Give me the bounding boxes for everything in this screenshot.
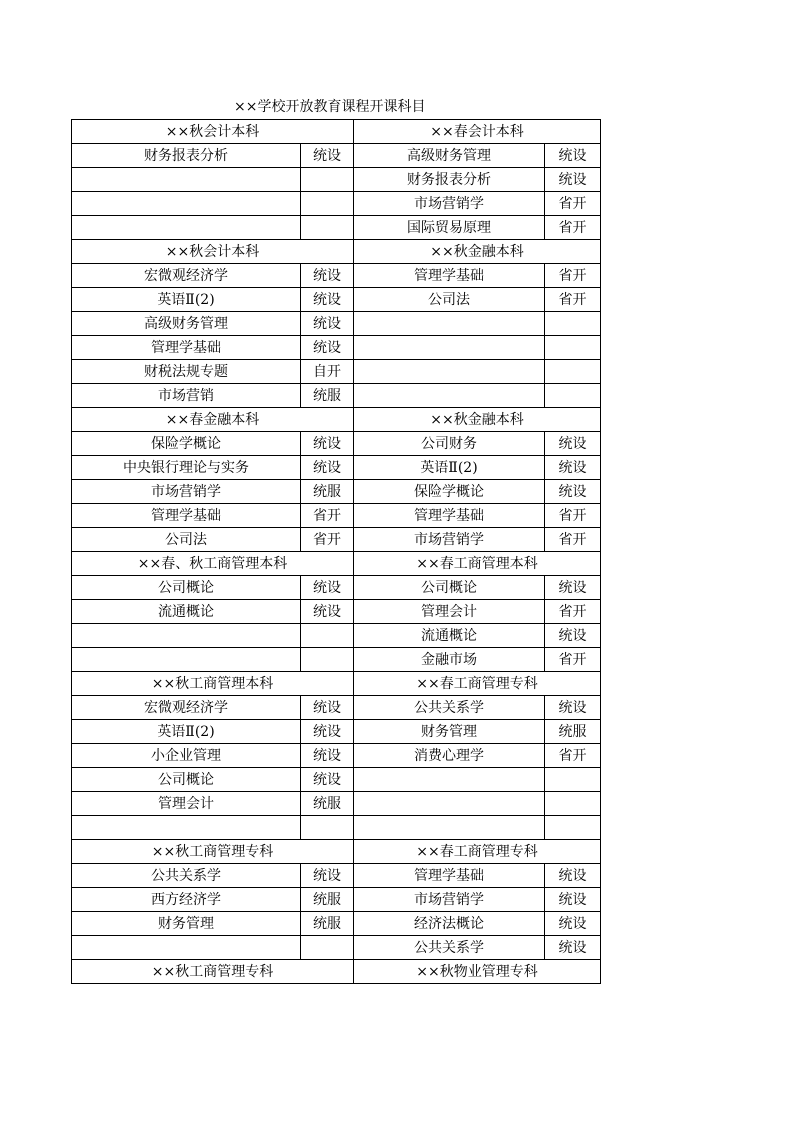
course-type-right: 统设 (545, 168, 601, 192)
course-name-left: 英语Ⅱ(2) (72, 720, 301, 744)
course-type-left: 统设 (301, 288, 354, 312)
course-name-right (354, 792, 545, 816)
course-name-right: 公司法 (354, 288, 545, 312)
course-name-right (354, 336, 545, 360)
course-name-right: 消费心理学 (354, 744, 545, 768)
course-type-left: 统设 (301, 864, 354, 888)
course-type-right: 省开 (545, 648, 601, 672)
course-name-left: 公司法 (72, 528, 301, 552)
course-type-left: 统服 (301, 912, 354, 936)
course-name-left (72, 816, 301, 840)
course-type-left (301, 816, 354, 840)
course-name-right: 高级财务管理 (354, 144, 545, 168)
course-row (72, 768, 601, 792)
course-name-right: 保险学概论 (354, 480, 545, 504)
course-name-left: 财务报表分析 (72, 144, 301, 168)
course-type-right: 统设 (545, 456, 601, 480)
course-name-left: 宏微观经济学 (72, 696, 301, 720)
section-header-row (72, 120, 601, 144)
course-name-left: 管理学基础 (72, 336, 301, 360)
course-name-left: 市场营销学 (72, 480, 301, 504)
course-type-right: 统设 (545, 144, 601, 168)
course-type-right (545, 336, 601, 360)
course-type-right (545, 792, 601, 816)
course-name-left (72, 192, 301, 216)
course-type-left: 自开 (301, 360, 354, 384)
section-header-right: ××秋金融本科 (354, 240, 601, 264)
course-row (72, 312, 601, 336)
course-row (72, 816, 601, 840)
course-type-left: 统设 (301, 696, 354, 720)
course-name-right: 国际贸易原理 (354, 216, 545, 240)
course-name-left: 管理会计 (72, 792, 301, 816)
course-name-right (354, 768, 545, 792)
course-name-right: 公共关系学 (354, 696, 545, 720)
course-name-left: 英语Ⅱ(2) (72, 288, 301, 312)
course-type-left (301, 648, 354, 672)
course-name-right (354, 360, 545, 384)
course-type-left: 统设 (301, 144, 354, 168)
course-name-right: 市场营销学 (354, 888, 545, 912)
course-row (72, 648, 601, 672)
course-name-right: 财务报表分析 (354, 168, 545, 192)
section-header-row (72, 960, 601, 984)
section-header-left: ××秋工商管理专科 (72, 840, 354, 864)
section-header-right: ××秋物业管理专科 (354, 960, 601, 984)
section-header-row (72, 408, 601, 432)
course-row (72, 600, 601, 624)
course-name-left: 财税法规专题 (72, 360, 301, 384)
course-row (72, 696, 601, 720)
course-type-left (301, 168, 354, 192)
course-type-left (301, 192, 354, 216)
course-name-right: 市场营销学 (354, 192, 545, 216)
section-header-row (72, 840, 601, 864)
course-name-left: 中央银行理论与实务 (72, 456, 301, 480)
section-header-right: ××春工商管理本科 (354, 552, 601, 576)
section-header-right: ××秋金融本科 (354, 408, 601, 432)
course-name-left (72, 216, 301, 240)
course-row (72, 360, 601, 384)
course-type-right (545, 816, 601, 840)
course-row (72, 168, 601, 192)
course-name-left: 公司概论 (72, 768, 301, 792)
course-row (72, 288, 601, 312)
course-type-right: 省开 (545, 192, 601, 216)
course-row (72, 528, 601, 552)
course-row (72, 216, 601, 240)
course-type-left: 统服 (301, 480, 354, 504)
course-name-left (72, 648, 301, 672)
course-type-left: 统服 (301, 888, 354, 912)
course-name-right: 管理会计 (354, 600, 545, 624)
course-row (72, 936, 601, 960)
course-name-right: 管理学基础 (354, 864, 545, 888)
course-type-right: 省开 (545, 600, 601, 624)
course-type-right: 统设 (545, 432, 601, 456)
course-name-right: 管理学基础 (354, 264, 545, 288)
document-title: ××学校开放教育课程开课科目 (234, 99, 426, 115)
course-row (72, 456, 601, 480)
course-type-right: 省开 (545, 528, 601, 552)
course-type-left: 统设 (301, 432, 354, 456)
course-name-left (72, 936, 301, 960)
course-type-right: 统设 (545, 696, 601, 720)
course-table-body (72, 120, 601, 984)
course-name-left: 管理学基础 (72, 504, 301, 528)
course-name-right: 流通概论 (354, 624, 545, 648)
course-row (72, 720, 601, 744)
section-header-left: ××春、秋工商管理本科 (72, 552, 354, 576)
course-type-left: 统设 (301, 768, 354, 792)
course-type-right: 省开 (545, 216, 601, 240)
course-row (72, 504, 601, 528)
course-type-left: 统设 (301, 312, 354, 336)
course-name-left (72, 624, 301, 648)
section-header-right: ××春工商管理专科 (354, 672, 601, 696)
course-row (72, 336, 601, 360)
course-row (72, 192, 601, 216)
course-type-left: 统设 (301, 720, 354, 744)
course-name-right (354, 384, 545, 408)
course-type-left: 统服 (301, 384, 354, 408)
course-type-right: 省开 (545, 264, 601, 288)
course-type-left: 统设 (301, 264, 354, 288)
course-type-right: 省开 (545, 504, 601, 528)
course-row (72, 144, 601, 168)
section-header-left: ××秋会计本科 (72, 120, 354, 144)
section-header-left: ××秋会计本科 (72, 240, 354, 264)
course-name-left: 财务管理 (72, 912, 301, 936)
course-name-left: 流通概论 (72, 600, 301, 624)
section-header-right: ××春会计本科 (354, 120, 601, 144)
course-row (72, 576, 601, 600)
course-row (72, 432, 601, 456)
course-row (72, 912, 601, 936)
course-row (72, 624, 601, 648)
course-type-left (301, 936, 354, 960)
course-type-right: 统设 (545, 480, 601, 504)
course-row (72, 264, 601, 288)
section-header-row (72, 672, 601, 696)
course-row (72, 864, 601, 888)
course-name-right: 经济法概论 (354, 912, 545, 936)
course-name-left: 市场营销 (72, 384, 301, 408)
course-row (72, 384, 601, 408)
course-type-right: 统设 (545, 864, 601, 888)
course-type-left: 统设 (301, 600, 354, 624)
course-type-left (301, 624, 354, 648)
course-name-right: 市场营销学 (354, 528, 545, 552)
course-name-right: 公司概论 (354, 576, 545, 600)
course-name-right: 管理学基础 (354, 504, 545, 528)
course-type-right: 统设 (545, 576, 601, 600)
course-type-left: 省开 (301, 528, 354, 552)
course-type-left (301, 216, 354, 240)
course-name-left: 保险学概论 (72, 432, 301, 456)
course-type-right: 统设 (545, 936, 601, 960)
course-row (72, 744, 601, 768)
course-name-right (354, 312, 545, 336)
course-name-right: 公司财务 (354, 432, 545, 456)
course-type-right (545, 384, 601, 408)
course-type-left: 统设 (301, 456, 354, 480)
section-header-left: ××春金融本科 (72, 408, 354, 432)
course-name-left: 高级财务管理 (72, 312, 301, 336)
course-name-right: 英语Ⅱ(2) (354, 456, 545, 480)
course-row (72, 888, 601, 912)
course-name-left: 宏微观经济学 (72, 264, 301, 288)
section-header-right: ××春工商管理专科 (354, 840, 601, 864)
course-type-left: 统服 (301, 792, 354, 816)
course-type-right (545, 312, 601, 336)
course-name-left (72, 168, 301, 192)
course-row (72, 792, 601, 816)
course-name-left: 西方经济学 (72, 888, 301, 912)
course-type-right (545, 768, 601, 792)
course-type-left: 统设 (301, 744, 354, 768)
course-row (72, 480, 601, 504)
course-name-left: 公司概论 (72, 576, 301, 600)
course-table (71, 119, 601, 984)
course-type-right: 省开 (545, 288, 601, 312)
section-header-row (72, 552, 601, 576)
course-name-right: 金融市场 (354, 648, 545, 672)
course-name-left: 小企业管理 (72, 744, 301, 768)
course-type-right: 省开 (545, 744, 601, 768)
section-header-row (72, 240, 601, 264)
course-type-left: 省开 (301, 504, 354, 528)
course-type-right: 统设 (545, 888, 601, 912)
course-type-right: 统服 (545, 720, 601, 744)
section-header-left: ××秋工商管理本科 (72, 672, 354, 696)
course-type-left: 统设 (301, 336, 354, 360)
course-type-right: 统设 (545, 912, 601, 936)
course-type-right: 统设 (545, 624, 601, 648)
course-name-left: 公共关系学 (72, 864, 301, 888)
course-name-right (354, 816, 545, 840)
course-type-left: 统设 (301, 576, 354, 600)
course-name-right: 财务管理 (354, 720, 545, 744)
course-type-right (545, 360, 601, 384)
section-header-left: ××秋工商管理专科 (72, 960, 354, 984)
course-name-right: 公共关系学 (354, 936, 545, 960)
